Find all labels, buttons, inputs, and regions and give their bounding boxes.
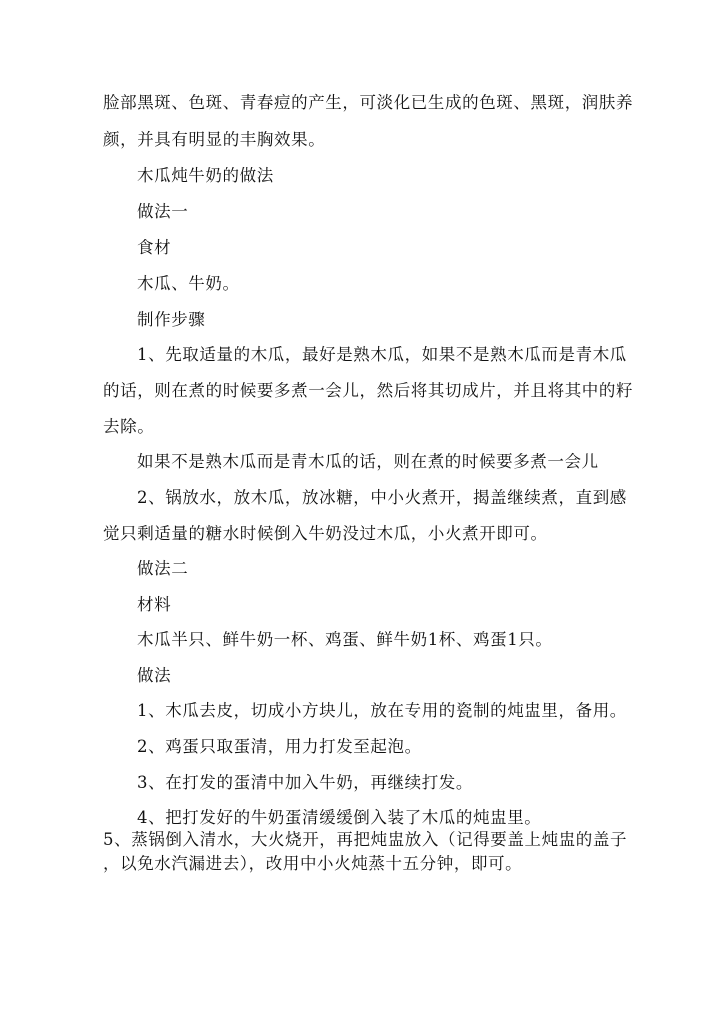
- method-two-steps-label: 做法: [137, 666, 172, 685]
- intro-text-line-1: 脸部黑斑、色斑、青春痘的产生，可淡化已生成的色斑、黑斑，润肤养: [103, 93, 634, 112]
- step-2-line-2: 觉只剩适量的糖水时候倒入牛奶没过木瓜，小火煮开即可。: [103, 524, 548, 543]
- step-1-line-1: 1、先取适量的木瓜，最好是熟木瓜，如果不是熟木瓜而是青木瓜: [137, 345, 627, 364]
- method-one-heading: 做法一: [137, 202, 189, 221]
- steps-label: 制作步骤: [137, 310, 206, 329]
- materials-label: 材料: [137, 595, 172, 614]
- method-two-step-5-line-1: 5、蒸锅倒入清水，大火烧开，再把炖盅放入（记得要盖上炖盅的盖子: [103, 830, 628, 849]
- ingredients-list: 木瓜、牛奶。: [137, 274, 240, 293]
- method-two-heading: 做法二: [137, 559, 189, 578]
- step-1-line-2: 的话，则在煮的时候要多煮一会儿，然后将其切成片，并且将其中的籽: [103, 381, 634, 400]
- method-two-step-3: 3、在打发的蛋清中加入牛奶，再继续打发。: [137, 773, 473, 792]
- step-2-line-1: 2、锅放水，放木瓜，放冰糖，中小火煮开，揭盖继续煮，直到感: [137, 488, 627, 507]
- method-two-step-2: 2、鸡蛋只取蛋清，用力打发至起泡。: [137, 737, 422, 756]
- recipe-title: 木瓜炖牛奶的做法: [137, 166, 274, 185]
- method-two-step-4: 4、把打发好的牛奶蛋清缓缓倒入装了木瓜的炖盅里。: [137, 808, 542, 827]
- materials-list: 木瓜半只、鲜牛奶一杯、鸡蛋、鲜牛奶1杯、鸡蛋1只。: [137, 630, 553, 649]
- method-two-step-5-line-2: ，以免水汽漏进去），改用中小火炖蒸十五分钟，即可。: [103, 854, 523, 873]
- step-1-note: 如果不是熟木瓜而是青木瓜的话，则在煮的时候要多煮一会儿: [137, 452, 599, 471]
- ingredients-label: 食材: [137, 238, 172, 257]
- step-1-line-3: 去除。: [103, 417, 155, 436]
- intro-text-line-2: 颜，并具有明显的丰胸效果。: [103, 130, 326, 149]
- method-two-step-1: 1、木瓜去皮，切成小方块儿，放在专用的瓷制的炖盅里，备用。: [137, 701, 627, 720]
